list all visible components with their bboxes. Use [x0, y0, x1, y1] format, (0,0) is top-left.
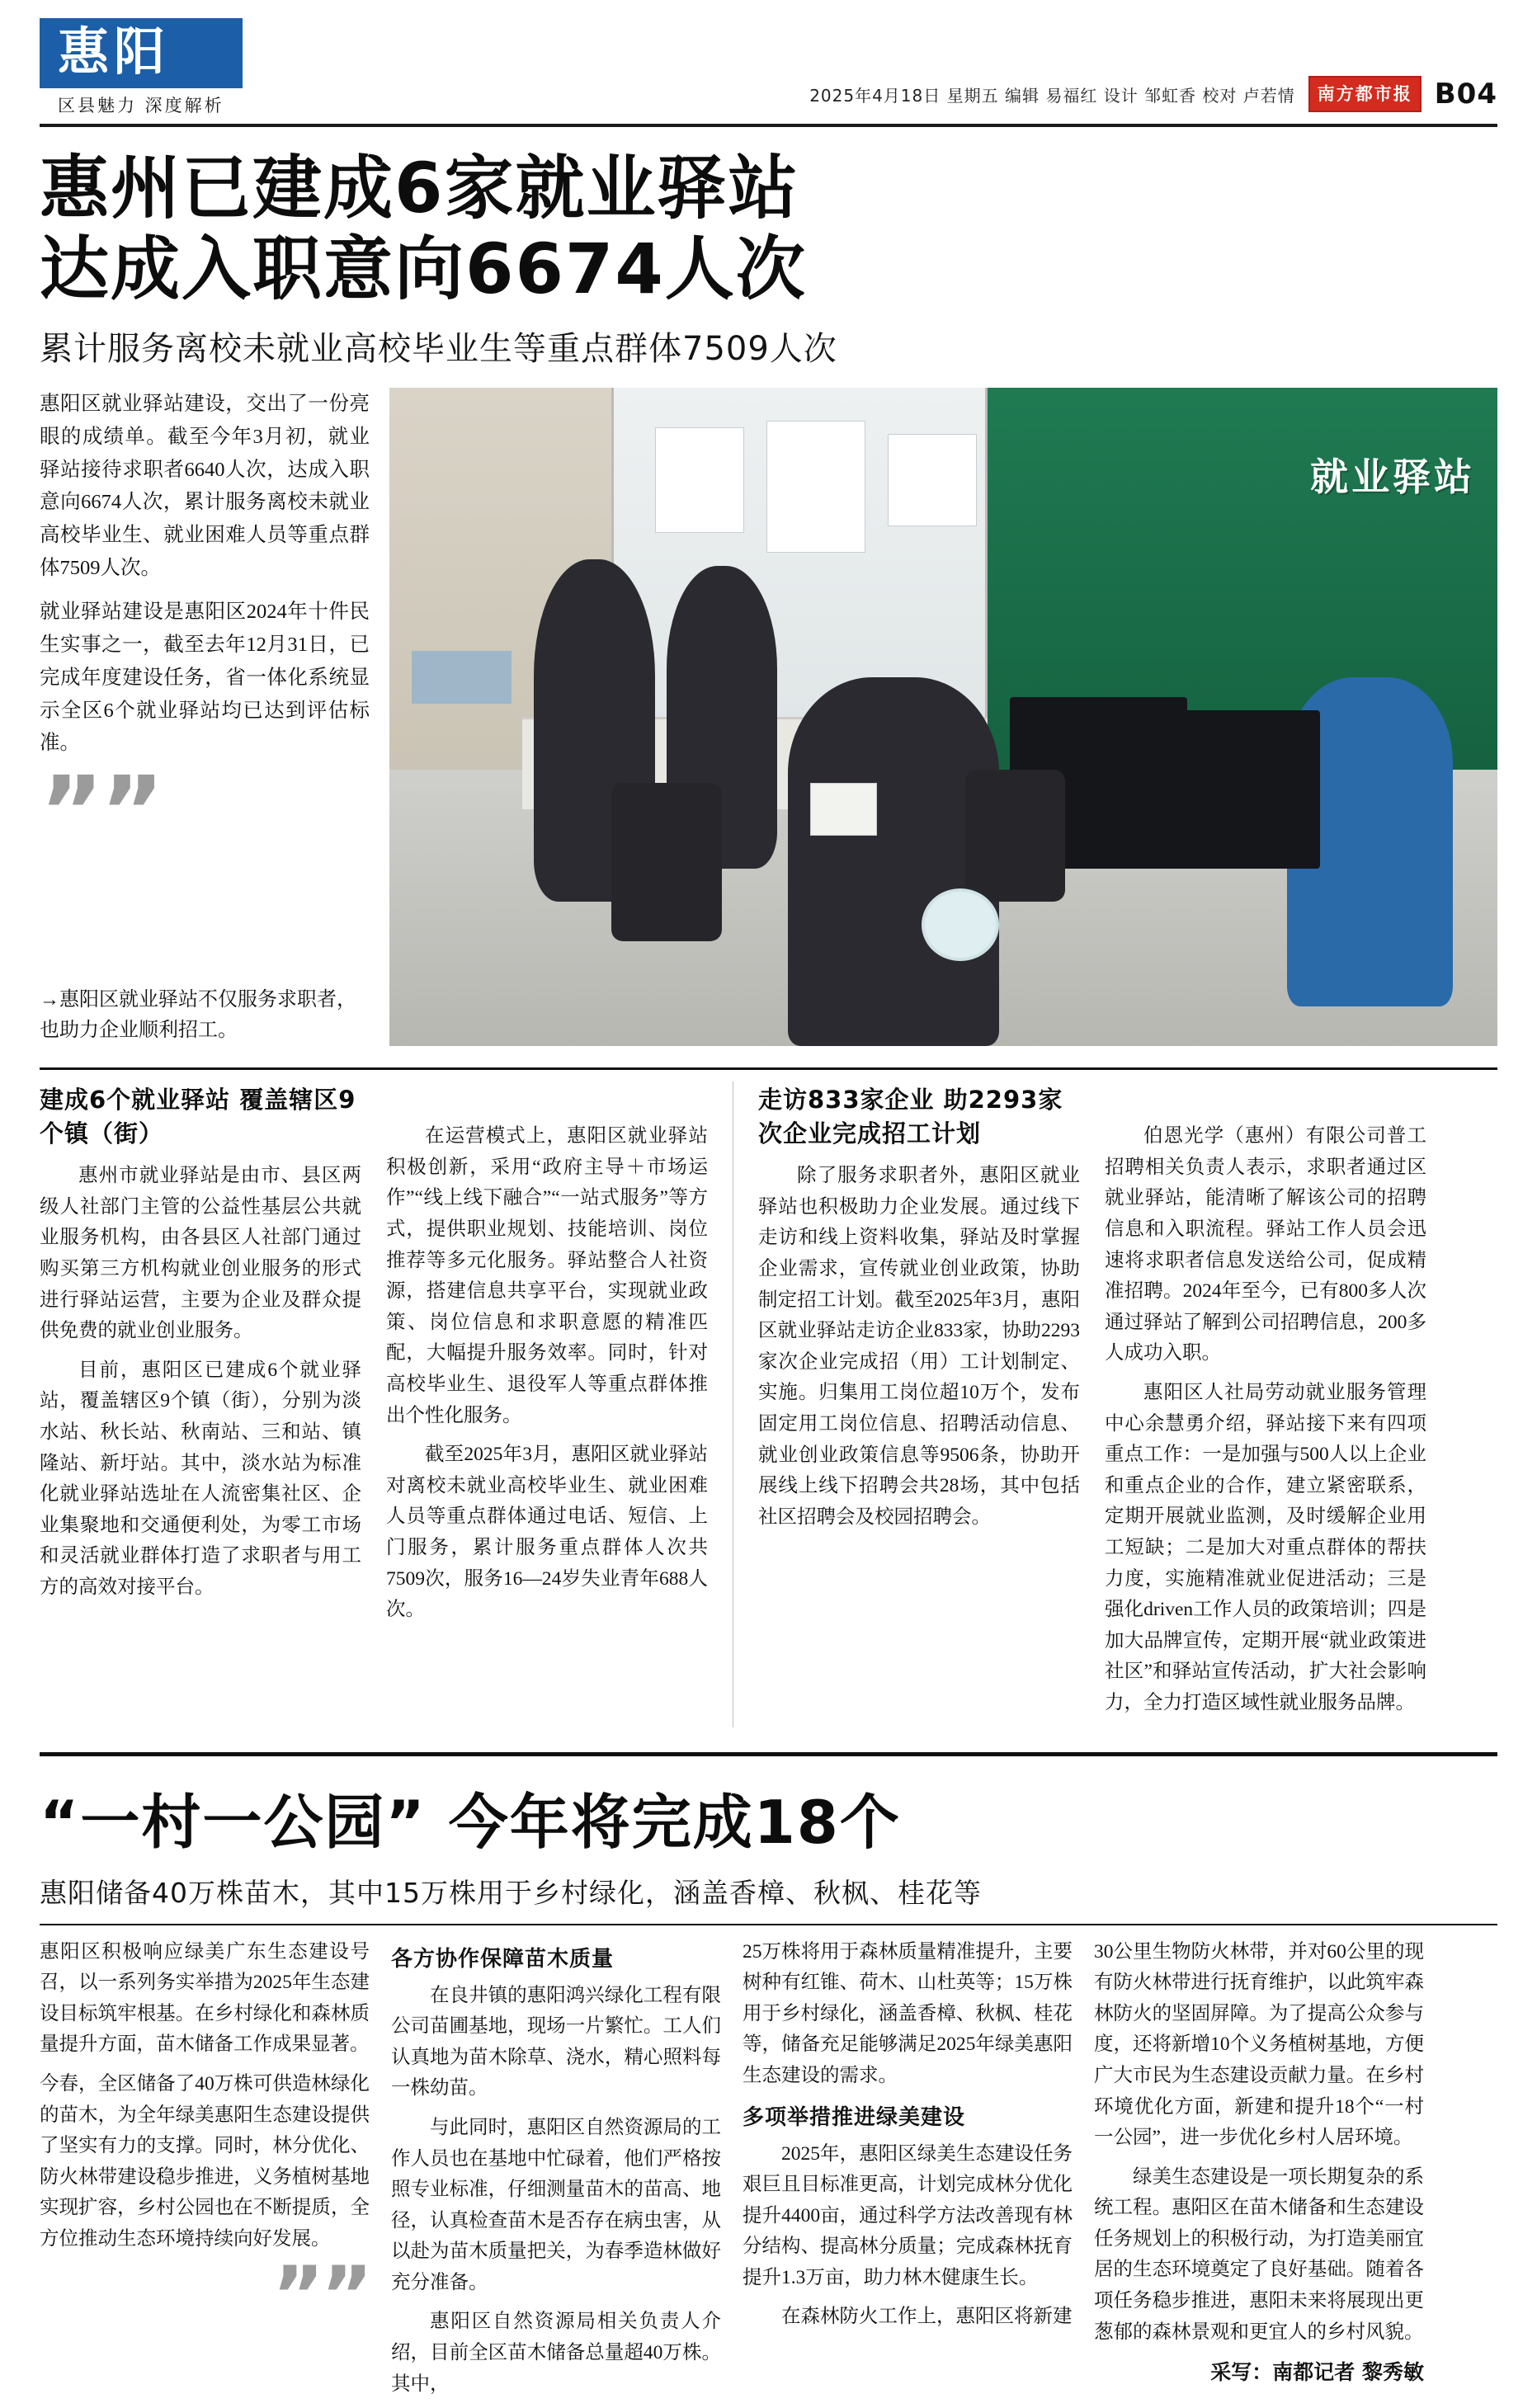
story1-col4	[1105, 1081, 1426, 1727]
story1-col1	[40, 1081, 361, 1727]
story1-b-p2: 伯恩光学（惠州）有限公司普工招聘相关负责人表示，求职者通过区就业驿站，能清晰了解该公司的招聘信息和入职流程。驿站工作人员会迅速将求职者信息发送给公司，促成精准招聘。2024年至今，已有800多人次通过驿站了解到公司招聘信息，200多人成功入职。	[1105, 1125, 1426, 1364]
story1-headline-line1: 惠州已建成6家就业驿站	[40, 148, 799, 229]
section-rule	[40, 1067, 1497, 1070]
story2-c1-p2: 今春，全区储备了40万株可供造林绿化的苗木，为全年绿美惠阳生态建设提供了坚实有力的支撑。同时，林分优化、防火林带建设稳步推进，义务植树基地实现扩容，乡村公园也在不断提质，全方位推动生态环境持续向好发展。	[40, 2072, 370, 2250]
story2-col3	[743, 1937, 1073, 2408]
photo-sign-text: 就业驿站	[1310, 455, 1476, 500]
story2-c4-p1: 30公里生物防火林带，并对60公里的现有防火林带进行抚育维护，以此筑牢森林防火的坚固屏障。为了提高公众参与度，还将新增10个义务植树基地，方便广大市民为生态建设贡献力量。在乡村环境优化方面，新建和提升18个“一村一公园”，进一步优化乡村人居环境。	[1094, 1940, 1424, 2149]
story2-headline: “一村一公园” 今年将完成18个	[40, 1787, 901, 1857]
story2	[40, 1756, 1497, 2408]
story1-lead-row	[40, 388, 1497, 1046]
story2-c1-p1: 惠阳区积极响应绿美广东生态建设号召，以一系列务实举措为2025年生态建设目标筑牢根基。在乡村绿化和森林质量提升方面，苗木储备工作成果显著。	[40, 1940, 370, 2056]
story1-b-p3: 惠阳区人社局劳动就业服务管理中心余慧勇介绍，驿站接下来有四项重点工作：一是加强与500人以上企业和重点企业的合作，建立紧密联系，定期开展就业监测，及时缓解企业用工短缺；二是加大对重点群体的帮扶力度，实施精准就业促进活动；三是强化driven工作人员的政策培训；四是加大品牌宣传，定期开展“就业政策进社区”和驿站宣传活动，扩大社会影响力，全力打造区域性就业服务品牌。	[1105, 1382, 1426, 1713]
story1-a-p4: 截至2025年3月，惠阳区就业驿站对离校未就业高校毕业生、就业困难人员等重点群体通过电话、短信、上门服务，累计服务重点群体人次共7509次，服务16—24岁失业青年688人次。	[386, 1444, 708, 1621]
masthead	[40, 0, 1497, 127]
story1-headline	[40, 148, 1497, 309]
masthead-meta	[809, 76, 1497, 117]
publication-logo	[40, 18, 243, 117]
story1-photo-caption: →惠阳区就业驿站不仅服务求职者，也助力企业顺利招工。	[40, 988, 356, 1042]
story1-headline-line2: 达成入职意向6674人次	[40, 228, 807, 309]
story1-b-p1: 除了服务求职者外，惠阳区就业驿站也积极助力企业发展。通过线下走访和线上资料收集，驿站及时掌握企业需求，宣传就业创业政策，协助制定招工计划。截至2025年3月，惠阳区就业驿站走访企业833家，协助2293家次企业完成招（用）工计划制定、实施。归集用工岗位超10万个，发布固定用工岗位信息、招聘活动信息、就业创业政策信息等9506条，协助开展线上线下招聘会共28场，其中包括社区招聘会及校园招聘会。	[758, 1165, 1080, 1528]
story2-subhead: 惠阳储备40万株苗木，其中15万株用于乡村绿化，涵盖香樟、秋枫、桂花等	[40, 1876, 982, 1909]
story1-section-a-title: 建成6个就业驿站 覆盖辖区9个镇（街）	[40, 1086, 356, 1148]
story2-col1	[40, 1937, 370, 2408]
story1-lead-p1: 惠阳区就业驿站建设，交出了一份亮眼的成绩单。截至今年3月初，就业驿站接待求职者6640人次，达成入职意向6674人次，累计服务离校未就业高校毕业生、就业困难人员等重点群体7509人次。	[40, 393, 370, 579]
paper-badge: 南方都市报	[1308, 76, 1421, 112]
story2-columns	[40, 1937, 1497, 2408]
story1-col2	[386, 1081, 708, 1727]
story1-columns	[40, 1081, 1497, 1727]
story2-c2-p2: 与此同时，惠阳区自然资源局的工作人员也在基地中忙碌着，他们严格按照专业标准，仔细测量苗木的苗高、地径，认真检查苗木是否存在病虫害，从以赴为苗木质量把关，为春季造林做好充分准备。	[391, 2116, 721, 2293]
quote-mark-icon: ””	[40, 754, 162, 869]
story2-rule	[40, 1924, 1497, 1925]
quote-mark-icon-2: ””	[271, 2250, 370, 2343]
story1-a-p1: 惠州市就业驿站是由市、县区两级人社部门主管的公益性基层公共就业服务机构，由各县区人社部门通过购买第三方机构就业创业服务的形式进行驿站运营，主要为企业及群众提供免费的就业创业服务。	[40, 1165, 361, 1342]
story2-c2-p1: 在良井镇的惠阳鸿兴绿化工程有限公司苗圃基地，现场一片繁忙。工人们认真地为苗木除草、浇水，精心照料每一株幼苗。	[391, 1984, 721, 2099]
story1-header	[40, 127, 1497, 370]
story1-a-p3-start	[40, 1612, 361, 1643]
story2-col2	[391, 1937, 721, 2408]
story2-col3-title: 多项举措推进绿美建设	[743, 2104, 966, 2130]
story1-lead-p2: 就业驿站建设是惠阳区2024年十件民生实事之一，截至去年12月31日，已完成年度建设任务，省一体化系统显示全区6个就业驿站均已达到评估标准。	[40, 601, 370, 755]
story1-col3	[758, 1081, 1080, 1727]
story1-subhead: 累计服务离校未就业高校毕业生等重点群体7509人次	[40, 330, 837, 369]
story1-lead-column	[40, 388, 370, 1046]
story1-a-p3: 在运营模式上，惠阳区就业驿站积极创新，采用“政府主导＋市场运作”“线上线下融合”“一站式服务”等方式，提供职业规划、技能培训、岗位推荐等多元化服务。驿站整合人社资源，搭建信息共享平台，实现就业政策、岗位信息和求职意愿的精准匹配，大幅提升服务效率。同时，针对高校毕业生、退役军人等重点群体推出个性化服务。	[386, 1125, 708, 1426]
story1-photo	[389, 388, 1497, 1046]
story2-c3-p3: 在森林防火工作上，惠阳区将新建	[781, 2306, 1073, 2328]
story2-c2-p3: 惠阳区自然资源局相关负责人介绍，目前全区苗木储备总量超40万株。其中，	[391, 2311, 721, 2395]
edition-credits: 2025年4月18日 星期五 编辑 易福红 设计 邹虹香 校对 卢若情	[809, 85, 1295, 106]
logo-sub-text: 区县魅力 深度解析	[58, 96, 224, 116]
story2-byline: 采写：南都记者 黎秀敏	[1210, 2360, 1424, 2385]
story2-c3-p2: 2025年，惠阳区绿美生态建设任务艰巨且目标准更高，计划完成林分优化提升4400亩，通过科学方法改善现有林分结构、提高林分质量；完成森林抚育提升1.3万亩，助力林木健康生长。	[743, 2142, 1073, 2288]
logo-main-text: 惠阳	[40, 18, 243, 88]
story1-a-p2: 目前，惠阳区已建成6个就业驿站，覆盖辖区9个镇（街），分别为淡水站、秋长站、秋南站、三和站、镇隆站、新圩站。其中，淡水站为标准化就业驿站选址在人流密集社区、企业集聚地和交通便利处，为零工市场和灵活就业群体打造了求职者与用工方的高效对接平台。	[40, 1359, 361, 1598]
page-number: B04	[1434, 78, 1497, 111]
story2-col4	[1094, 1937, 1424, 2408]
story2-col2-title: 各方协作保障苗木质量	[391, 1946, 615, 1972]
story2-c3-p1: 25万株将用于森林质量精准提升，主要树种有红锥、荷木、山杜英等；15万株用于乡村绿化，涵盖香樟、秋枫、桂花等，储备充足能够满足2025年绿美惠阳生态建设的需求。	[743, 1940, 1073, 2086]
story1-section-b-title: 走访833家企业 助2293家次企业完成招工计划	[758, 1086, 1063, 1148]
story2-c4-p2: 绿美生态建设是一项长期复杂的系统工程。惠阳区在苗木储备和生态建设任务规划上的积极行动，为打造美丽宜居的生态环境奠定了良好基础。随着各项任务稳步推进，惠阳未来将展现出更葱郁的森林景观和更宜人的乡村风貌。	[1094, 2165, 1424, 2343]
